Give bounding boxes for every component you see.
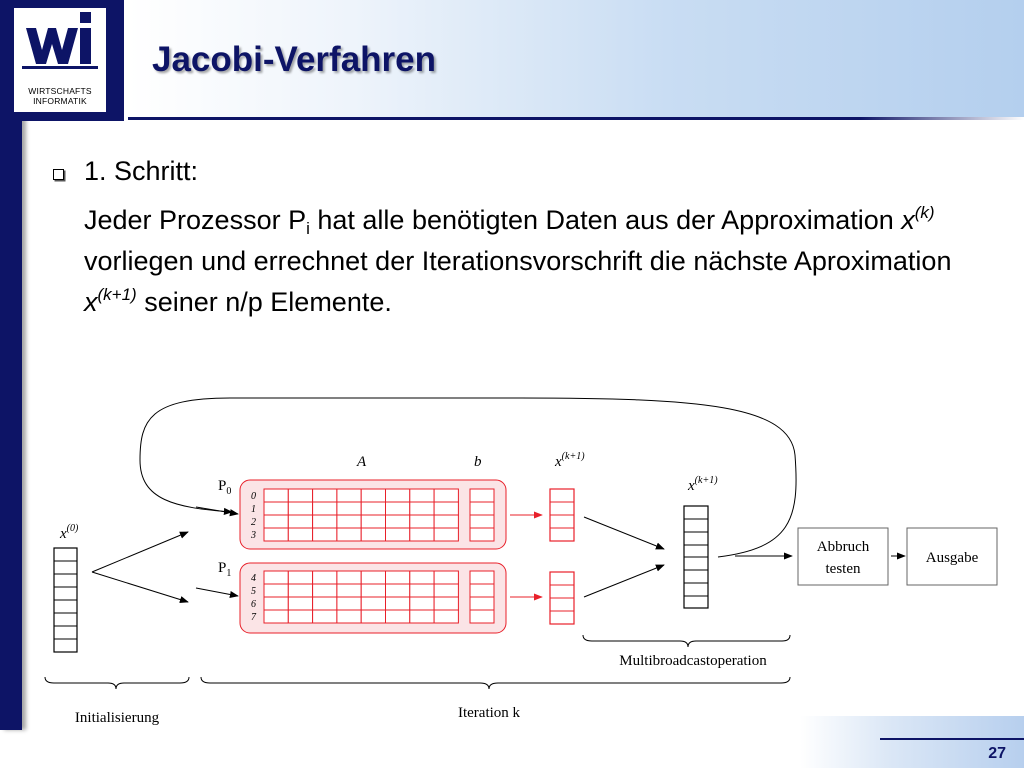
vector-b-cell — [470, 597, 494, 610]
matrix-cell — [361, 597, 385, 610]
matrix-cell — [434, 515, 458, 528]
p0-label: $P_0$ — [218, 478, 232, 497]
logo-text-line2: INFORMATIK — [33, 96, 87, 106]
x-next-p0-vector — [550, 489, 574, 541]
body-part2: hat alle benötigten Daten aus der Approximation — [309, 205, 902, 235]
initialisierung-label: Initialisierung — [74, 710, 160, 726]
vector-b-label: b — [474, 454, 482, 470]
body-x2: x — [84, 287, 98, 317]
matrix-cell — [288, 502, 312, 515]
matrix-cell — [361, 584, 385, 597]
matrix-cell — [386, 597, 410, 610]
matrix-cell — [264, 502, 288, 515]
row-index-label: 3 — [251, 530, 256, 541]
matrix-cell — [264, 610, 288, 623]
wi-logo-mark — [22, 10, 98, 70]
matrix-cell — [434, 597, 458, 610]
matrix-cell — [264, 528, 288, 541]
matrix-cell — [313, 515, 337, 528]
matrix-cell — [337, 610, 361, 623]
matrix-cell — [337, 584, 361, 597]
x-next-right-label: $x^{(k+1)}$ — [688, 475, 718, 494]
matrix-cell — [313, 610, 337, 623]
matrix-cell — [313, 597, 337, 610]
body-sub-i: i — [306, 219, 310, 238]
row-index-label: 1 — [251, 504, 256, 515]
matrix-cell — [313, 571, 337, 584]
matrix-cell — [288, 584, 312, 597]
matrix-cell — [264, 597, 288, 610]
matrix-cell — [313, 528, 337, 541]
vector-b-cell — [470, 502, 494, 515]
p1-label: $P_1$ — [218, 560, 232, 579]
matrix-cell — [288, 515, 312, 528]
x-next-top-label: $x^{(k+1)}$ — [555, 451, 585, 470]
jacobi-diagram — [0, 390, 1024, 730]
matrix-cell — [410, 489, 434, 502]
matrix-cell — [288, 610, 312, 623]
multibroadcast-label: Multibroadcastoperation — [619, 653, 767, 669]
matrix-cell — [313, 502, 337, 515]
vector-b-cell — [470, 571, 494, 584]
body-part4: seiner n/p Elemente. — [136, 287, 392, 317]
header-divider — [128, 117, 958, 120]
vector-b-cell — [470, 584, 494, 597]
matrix-cell — [337, 528, 361, 541]
row-index-label: 4 — [251, 573, 256, 584]
row-index-label: 6 — [251, 599, 256, 610]
matrix-cell — [410, 515, 434, 528]
page-title: Jacobi-Verfahren — [152, 40, 436, 79]
matrix-cell — [288, 528, 312, 541]
matrix-cell — [434, 571, 458, 584]
matrix-cell — [313, 584, 337, 597]
matrix-cell — [337, 502, 361, 515]
matrix-a-label: A — [357, 454, 367, 470]
row-index-label: 5 — [251, 586, 256, 597]
brace-initialisierung — [45, 677, 189, 689]
step-heading: 1. Schritt: — [84, 156, 199, 186]
matrix-cell — [410, 610, 434, 623]
row-index-label: 2 — [251, 517, 256, 528]
matrix-cell — [337, 489, 361, 502]
matrix-cell — [434, 610, 458, 623]
matrix-cell — [361, 502, 385, 515]
matrix-cell — [337, 515, 361, 528]
matrix-cell — [410, 584, 434, 597]
body-x1: x — [901, 205, 915, 235]
vector-b-cell — [470, 528, 494, 541]
matrix-cell — [434, 584, 458, 597]
matrix-cell — [386, 610, 410, 623]
matrix-cell — [313, 489, 337, 502]
matrix-cell — [386, 571, 410, 584]
body-sup-k: (k) — [914, 203, 935, 222]
row-index-label: 7 — [251, 612, 256, 623]
brace-multibroadcast — [583, 635, 790, 647]
abbruch-line2: testen — [825, 561, 861, 577]
header-divider-fade — [860, 117, 1024, 120]
matrix-cell — [361, 489, 385, 502]
matrix-cell — [386, 528, 410, 541]
matrix-cell — [386, 489, 410, 502]
x0-vector — [54, 548, 77, 652]
vector-b-cell — [470, 489, 494, 502]
matrix-cell — [434, 502, 458, 515]
matrix-cell — [410, 571, 434, 584]
matrix-cell — [410, 528, 434, 541]
logo-text — [14, 86, 106, 106]
matrix-cell — [386, 584, 410, 597]
matrix-cell — [337, 571, 361, 584]
body-part1: Jeder Prozessor P — [84, 205, 307, 235]
logo-text-line1: WIRTSCHAFTS — [28, 86, 92, 96]
page-number: 27 — [988, 745, 1006, 762]
matrix-cell — [386, 502, 410, 515]
matrix-cell — [288, 571, 312, 584]
matrix-cell — [361, 571, 385, 584]
x-next-combined-vector — [684, 506, 708, 608]
logo-inner — [14, 8, 106, 112]
vector-b-cell — [470, 515, 494, 528]
matrix-cell — [264, 489, 288, 502]
matrix-cell — [361, 528, 385, 541]
vector-b-cell — [470, 610, 494, 623]
matrix-cell — [264, 515, 288, 528]
footer-divider — [880, 738, 1024, 740]
matrix-cell — [434, 489, 458, 502]
square-bullet-icon — [53, 169, 64, 180]
abbruch-line1: Abbruch — [816, 539, 870, 555]
matrix-cell — [337, 597, 361, 610]
matrix-cell — [264, 584, 288, 597]
matrix-cell — [361, 515, 385, 528]
matrix-cell — [361, 610, 385, 623]
iteration-label: Iteration k — [457, 705, 521, 721]
init-arrow-p1 — [92, 572, 188, 602]
brace-iteration — [201, 677, 790, 689]
step-body — [84, 200, 984, 323]
matrix-cell — [288, 597, 312, 610]
matrix-cell — [410, 597, 434, 610]
row-index-label: 0 — [251, 491, 256, 502]
logo — [0, 0, 124, 121]
ausgabe-label: Ausgabe — [925, 550, 979, 566]
matrix-cell — [386, 515, 410, 528]
init-arrow-p0 — [92, 532, 188, 572]
body-sup-k1: (k+1) — [97, 285, 137, 304]
matrix-cell — [410, 502, 434, 515]
matrix-cell — [288, 489, 312, 502]
matrix-cell — [434, 528, 458, 541]
body-part3: vorliegen und errechnet der Iterationsvorschrift die nächste Aproximation — [84, 246, 952, 276]
x0-label: $x^{(0)}$ — [60, 523, 79, 542]
matrix-cell — [264, 571, 288, 584]
x-next-p1-vector — [550, 572, 574, 624]
